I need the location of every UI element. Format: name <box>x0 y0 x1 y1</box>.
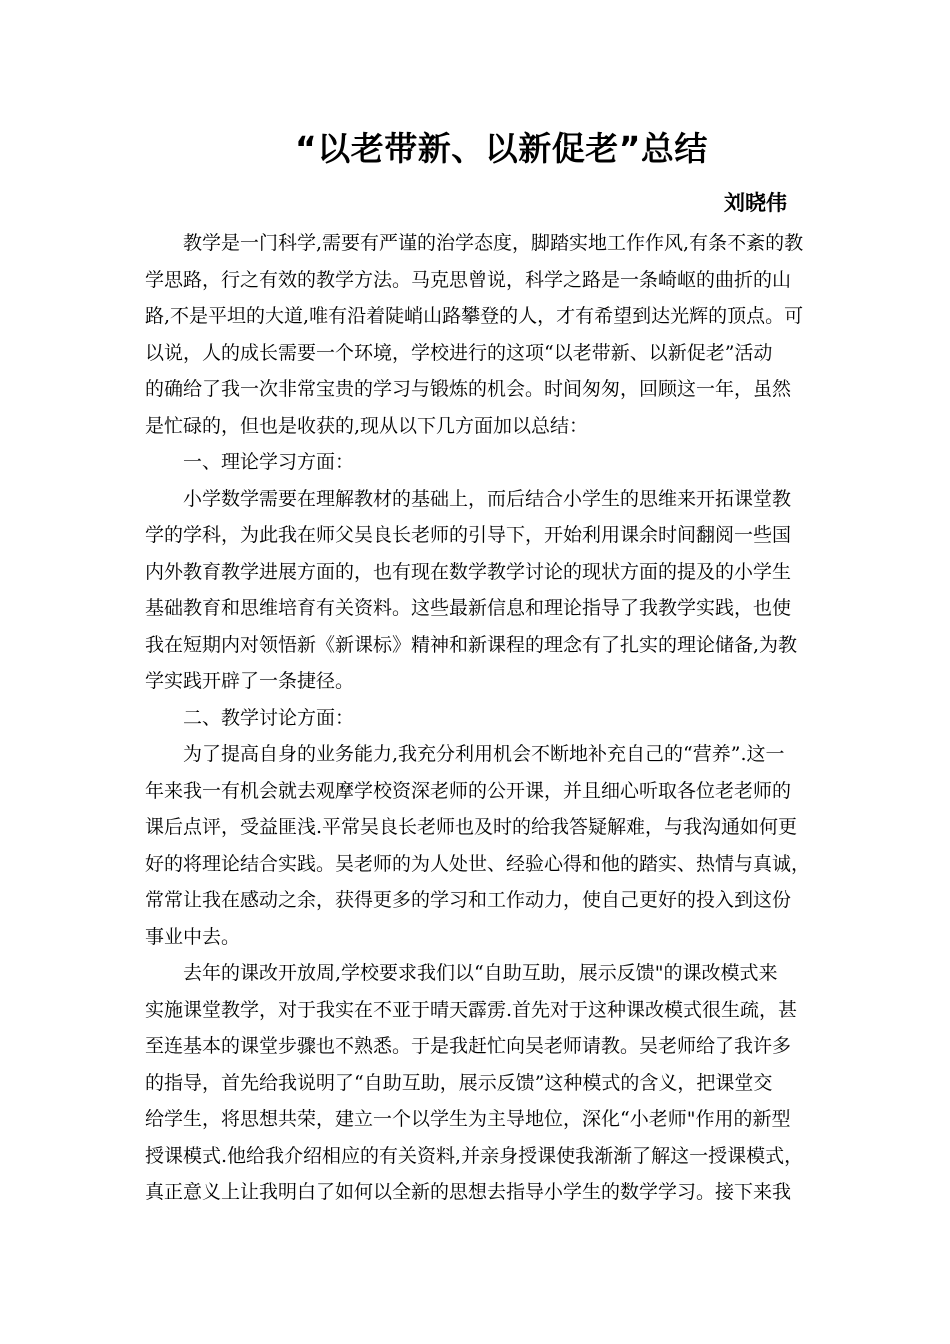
body-line: 基础教育和思维培育有关资料。这些最新信息和理论指导了我教学实践，也使 <box>145 597 792 619</box>
body-line: 给学生，将思想共荣，建立一个以学生为主导地位，深化“小老师"作用的新型 <box>145 1108 791 1130</box>
body-line: 实施课堂教学，对于我实在不亚于晴天霹雳.首先对于这种课改模式很生疏，甚 <box>145 998 798 1021</box>
body-line: 学思路，行之有效的教学方法。马克思曾说，科学之路是一条崎岖的曲折的山 <box>145 268 792 291</box>
body-line: 真正意义上让我明白了如何以全新的思想去指导小学生的数学学习。接下来我 <box>145 1181 792 1203</box>
body-line: 小学数学需要在理解教材的基础上，而后结合小学生的思维来开拓课堂教 <box>183 487 792 510</box>
body-line: 至连基本的课堂步骤也不熟悉。于是我赶忙向吴老师请教。吴老师给了我许多 <box>145 1035 792 1057</box>
body-line: 路,不是平坦的大道,唯有沿着陡峭山路攀登的人，才有希望到达光辉的顶点。可 <box>145 305 804 327</box>
body-line: 授课模式.他给我介绍相应的有关资料,并亲身授课使我渐渐了解这一授课模式， <box>145 1144 804 1167</box>
body-line: 好的将理论结合实践。吴老师的为人处世、经验心得和他的踏实、热情与真诚， <box>145 852 811 875</box>
body-line: 为了提高自身的业务能力,我充分利用机会不断地补充自己的“营养”.这一 <box>183 743 785 765</box>
document-author: 刘晓伟 <box>724 191 787 215</box>
body-line: 常常让我在感动之余，获得更多的学习和工作动力，使自己更好的投入到这份 <box>145 889 792 911</box>
body-line: 去年的课改开放周,学校要求我们以“自助互助，展示反馈"的课改模式来 <box>183 962 778 984</box>
body-line: 我在短期内对领悟新《新课标》精神和新课程的理念有了扎实的理论储备,为教 <box>145 633 798 656</box>
body-line: 教学是一门科学,需要有严谨的治学态度，脚踏实地工作作风,有条不紊的教 <box>183 232 804 254</box>
body-line: 是忙碌的，但也是收获的,现从以下几方面加以总结： <box>145 414 589 437</box>
body-line: 的确给了我一次非常宝贵的学习与锻炼的机会。时间匆匆，回顾这一年，虽然 <box>145 378 792 400</box>
body-line: 课后点评，受益匪浅.平常吴良长老师也及时的给我答疑解难，与我沟通如何更 <box>145 816 798 838</box>
body-line: 的指导，首先给我说明了“自助互助，展示反馈”这种模式的含义，把课堂交 <box>145 1071 773 1094</box>
body-line: 学实践开辟了一条捷径。 <box>145 670 355 692</box>
body-line: 学的学科，为此我在师父吴良长老师的引导下，开始利用课余时间翻阅一些国 <box>145 524 792 546</box>
body-line: 一、理论学习方面： <box>183 451 355 473</box>
body-line: 年来我一有机会就去观摩学校资深老师的公开课，并且细心听取各位老老师的 <box>145 779 792 802</box>
document-body <box>145 225 825 1211</box>
body-line: 二、教学讨论方面： <box>183 706 355 729</box>
body-line: 以说，人的成长需要一个环境，学校进行的这项“以老带新、以新促老”活动 <box>145 341 773 364</box>
body-line: 内外教育教学进展方面的，也有现在数学教学讨论的现状方面的提及的小学生 <box>145 560 792 583</box>
document-title: “以老带新、以新促老”总结 <box>295 129 708 168</box>
body-line: 事业中去。 <box>145 925 241 948</box>
